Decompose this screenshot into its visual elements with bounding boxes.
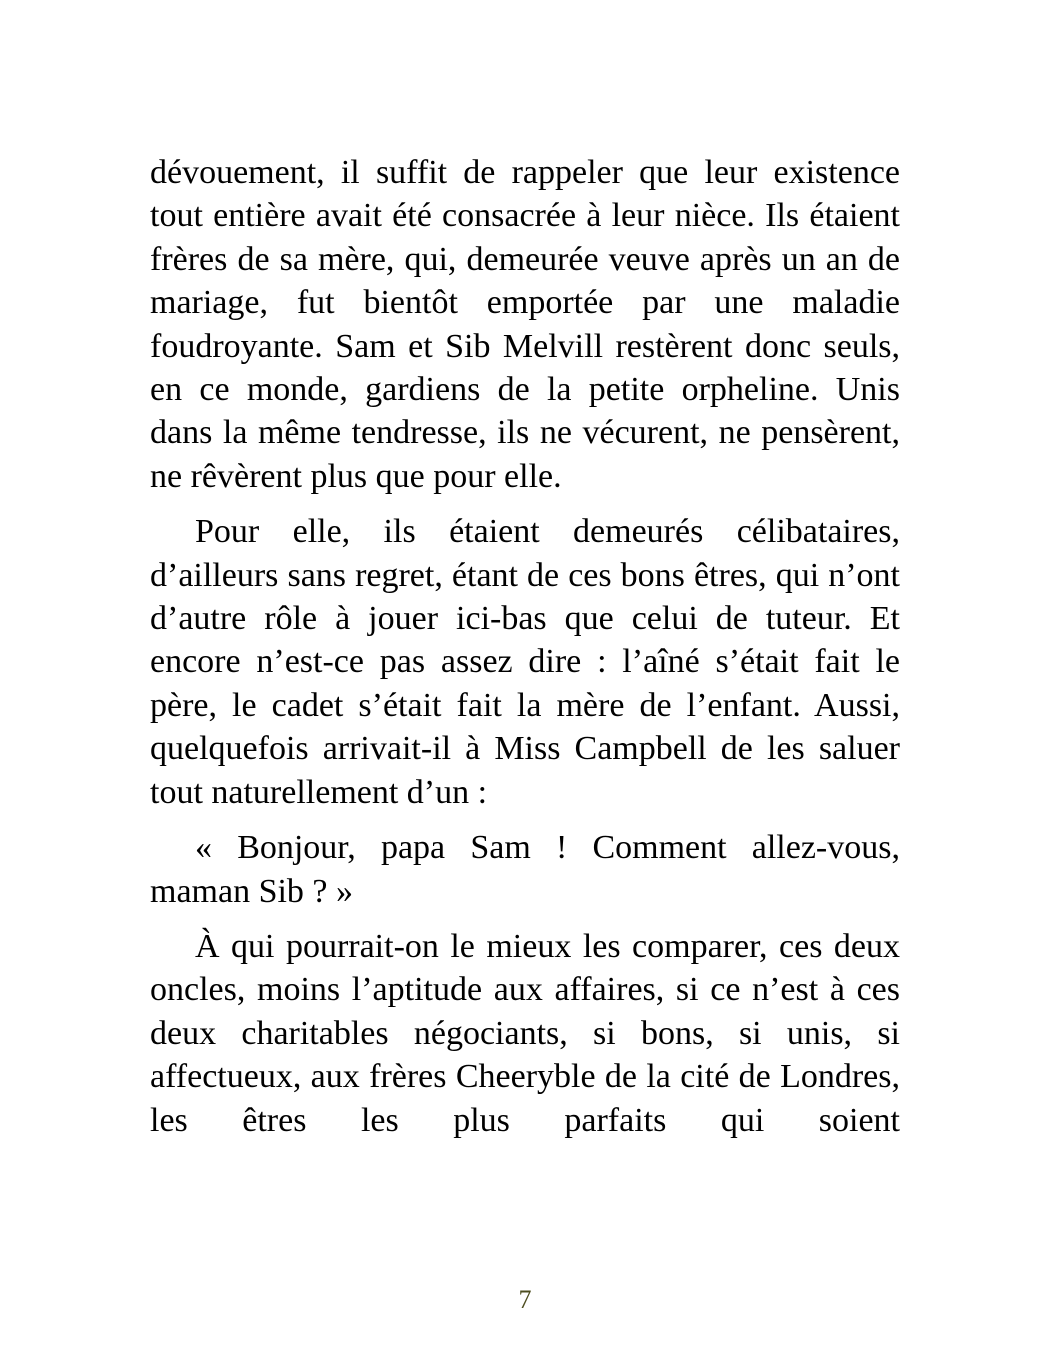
paragraph-cheeryble: À qui pourrait-on le mieux les comparer, ces deux oncles, moins l’aptitude aux affaires, si ce n’est à ces deux charitables négociants, si bons, si unis, si affectueux, aux frères Cheeryble de la cité de Londres, les êtres les plus parfaits qui soient bbox=[150, 927, 900, 1139]
page-body bbox=[150, 151, 900, 1154]
paragraph-celibataires: Pour elle, ils étaient demeurés célibataires, d’ailleurs sans regret, étant de ces bons êtres, qui n’ont d’autre rôle à jouer ici-bas que celui de tuteur. Et encore n’est-ce pas assez dire : l’aîné s’était fait le père, le cadet s’était fait la mère de l’enfant. Aussi, quelquefois arrivait-il à Miss Campbell de les saluer tout naturellement d’un : bbox=[150, 513, 900, 811]
page-number: 7 bbox=[518, 1285, 532, 1314]
paragraph-continuation: dévouement, il suffit de rappeler que leur existence tout entière avait été consacrée à leur nièce. Ils étaient frères de sa mère, qui, demeurée veuve après un an de mariage, fut bientôt emportée par une maladie foudroyante. Sam et Sib Melvill restèrent donc seuls, en ce monde, gardiens de la petite orpheline. Unis dans la même tendresse, ils ne vécurent, ne pensèrent, ne rêvèrent plus que pour elle. bbox=[150, 154, 900, 495]
paragraph-dialogue: « Bonjour, papa Sam ! Comment allez-vous, maman Sib ? » bbox=[150, 829, 900, 910]
